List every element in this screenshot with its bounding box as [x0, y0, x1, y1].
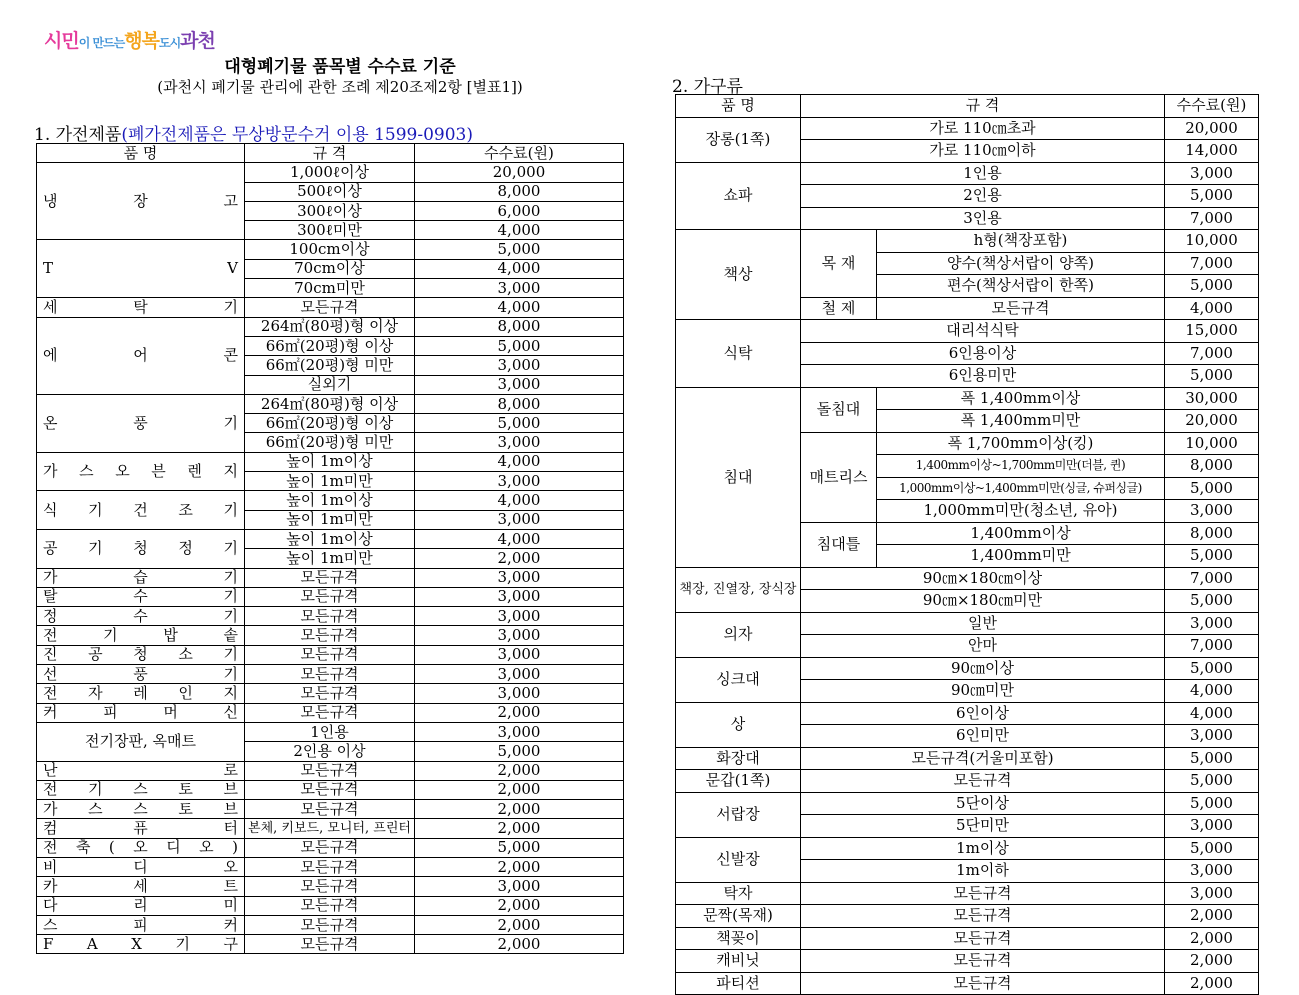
item-fee: 4,000	[1165, 702, 1259, 725]
page-title: 대형폐기물 품목별 수수료 기준	[224, 57, 456, 77]
item-fee: 20,000	[1165, 410, 1259, 433]
item-spec: 일반	[801, 612, 1165, 635]
item-fee: 3,000	[415, 607, 624, 626]
item-fee: 3,000	[1165, 162, 1259, 185]
table-row	[676, 905, 1259, 928]
item-name: 비 디 오	[37, 857, 245, 876]
item-subcategory: 돌침대	[801, 387, 877, 432]
item-name: 식 기 건 조 기	[37, 491, 245, 530]
item-name: 탈 수 기	[37, 587, 245, 606]
table-row	[37, 761, 624, 780]
item-fee: 4,000	[415, 529, 624, 548]
item-spec: 모든규격	[245, 838, 415, 857]
item-fee: 4,000	[415, 452, 624, 471]
item-spec: 300ℓ이상	[245, 201, 415, 220]
item-spec: 폭 1,700mm이상(킹)	[877, 432, 1165, 455]
item-name: 온 풍 기	[37, 394, 245, 452]
item-fee: 5,000	[415, 742, 624, 761]
column-header: 품 명	[37, 144, 245, 163]
item-name: 책장, 진열장, 장식장	[676, 567, 801, 612]
item-fee: 10,000	[1165, 230, 1259, 253]
table-row	[676, 837, 1259, 860]
table-row	[37, 896, 624, 915]
item-spec: 가로 110㎝이하	[801, 140, 1165, 163]
item-fee: 3,000	[415, 684, 624, 703]
item-fee: 8,000	[415, 182, 624, 201]
item-name: 장롱(1쪽)	[676, 117, 801, 162]
item-spec: 모든규격	[245, 915, 415, 934]
item-spec: 모든규격	[245, 780, 415, 799]
item-spec: 모든규격	[245, 684, 415, 703]
item-spec: 모든규격	[245, 607, 415, 626]
item-spec: 1인용	[245, 722, 415, 741]
item-fee: 3,000	[1165, 500, 1259, 523]
item-fee: 2,000	[415, 703, 624, 722]
table-row	[676, 162, 1259, 185]
table-row	[37, 144, 624, 163]
item-spec: 90㎝미만	[801, 680, 1165, 703]
item-fee: 4,000	[1165, 297, 1259, 320]
item-spec: 모든규격	[801, 950, 1165, 973]
item-spec: 1,000mm이상~1,400mm미만(싱글, 슈퍼싱글)	[877, 477, 1165, 500]
column-header: 규 격	[245, 144, 415, 163]
table-row	[37, 298, 624, 317]
item-name: 가 스 오 븐 렌 지	[37, 452, 245, 491]
item-spec: 모든규격	[801, 882, 1165, 905]
column-header: 수수료(원)	[415, 144, 624, 163]
item-name: 세 탁 기	[37, 298, 245, 317]
item-fee: 2,000	[415, 915, 624, 934]
item-spec: 모든규격	[877, 297, 1165, 320]
logo-text: 도시	[158, 36, 181, 50]
item-fee: 5,000	[415, 414, 624, 433]
item-fee: 4,000	[1165, 680, 1259, 703]
item-fee: 2,000	[1165, 905, 1259, 928]
item-fee: 2,000	[415, 800, 624, 819]
item-fee: 3,000	[415, 587, 624, 606]
item-spec: 5단미만	[801, 815, 1165, 838]
item-name: 다 리 미	[37, 896, 245, 915]
item-spec: 70cm미만	[245, 279, 415, 298]
logo-text: 행복	[124, 30, 159, 52]
item-name: 컴 퓨 터	[37, 819, 245, 838]
item-name: 에 어 콘	[37, 317, 245, 394]
item-name: T V	[37, 240, 245, 298]
item-fee: 6,000	[415, 201, 624, 220]
item-fee: 3,000	[415, 665, 624, 684]
item-spec: 본체, 키보드, 모니터, 프린터	[245, 819, 415, 838]
city-logo	[44, 26, 215, 53]
table-row	[37, 665, 624, 684]
item-fee: 8,000	[415, 394, 624, 413]
item-name: 싱크대	[676, 657, 801, 702]
item-name: F A X 기 구	[37, 935, 245, 954]
item-name: 냉 장 고	[37, 163, 245, 240]
item-name: 신발장	[676, 837, 801, 882]
item-fee: 5,000	[1165, 837, 1259, 860]
item-spec: 모든규격	[801, 770, 1165, 793]
item-fee: 3,000	[415, 722, 624, 741]
item-fee: 5,000	[415, 336, 624, 355]
table-row	[37, 452, 624, 471]
item-fee: 7,000	[1165, 635, 1259, 658]
item-fee: 5,000	[1165, 590, 1259, 613]
item-fee: 5,000	[415, 240, 624, 259]
item-spec: 모든규격	[245, 703, 415, 722]
table-row	[37, 877, 624, 896]
table-row	[37, 935, 624, 954]
item-name: 식탁	[676, 320, 801, 388]
item-fee: 8,000	[415, 317, 624, 336]
item-fee: 5,000	[1165, 185, 1259, 208]
item-name: 전 기 밥 솥	[37, 626, 245, 645]
item-fee: 3,000	[415, 472, 624, 491]
table-row	[37, 780, 624, 799]
item-spec: 90㎝×180㎝미만	[801, 590, 1165, 613]
item-fee: 7,000	[1165, 567, 1259, 590]
item-spec: 높이 1m이상	[245, 491, 415, 510]
item-name: 화장대	[676, 747, 801, 770]
item-fee: 3,000	[1165, 815, 1259, 838]
item-spec: 6인이상	[801, 702, 1165, 725]
item-fee: 3,000	[1165, 860, 1259, 883]
item-fee: 3,000	[415, 356, 624, 375]
item-name: 전 자 레 인 지	[37, 684, 245, 703]
item-name: 서랍장	[676, 792, 801, 837]
table-row	[676, 770, 1259, 793]
item-fee: 2,000	[415, 896, 624, 915]
item-fee: 4,000	[415, 298, 624, 317]
item-spec: 90㎝×180㎝이상	[801, 567, 1165, 590]
item-spec: 모든규격	[245, 298, 415, 317]
item-fee: 5,000	[415, 838, 624, 857]
item-fee: 5,000	[1165, 365, 1259, 388]
item-name: 책꽂이	[676, 927, 801, 950]
item-fee: 2,000	[1165, 950, 1259, 973]
logo-text: 이 만드는	[78, 36, 125, 50]
item-subcategory: 철 제	[801, 297, 877, 320]
item-fee: 2,000	[1165, 927, 1259, 950]
item-fee: 5,000	[1165, 792, 1259, 815]
item-spec: 모든규격	[801, 927, 1165, 950]
item-spec: 모든규격	[801, 905, 1165, 928]
item-fee: 4,000	[415, 259, 624, 278]
item-spec: 모든규격	[245, 587, 415, 606]
item-fee: 14,000	[1165, 140, 1259, 163]
item-fee: 5,000	[1165, 275, 1259, 298]
table-row	[37, 529, 624, 548]
item-spec: 1m이하	[801, 860, 1165, 883]
item-name: 난 로	[37, 761, 245, 780]
item-spec: 2인용	[801, 185, 1165, 208]
item-spec: 66㎡(20평)형 이상	[245, 336, 415, 355]
item-name: 카 세 트	[37, 877, 245, 896]
table-row	[676, 320, 1259, 343]
item-fee: 3,000	[1165, 612, 1259, 635]
item-fee: 3,000	[415, 626, 624, 645]
table-row	[676, 230, 1259, 253]
column-header: 수수료(원)	[1165, 95, 1259, 118]
item-fee: 20,000	[1165, 117, 1259, 140]
item-fee: 2,000	[415, 935, 624, 954]
table-row	[37, 240, 624, 259]
item-fee: 10,000	[1165, 432, 1259, 455]
section1-title: 1. 가전제품	[34, 125, 122, 145]
item-name: 가 습 기	[37, 568, 245, 587]
item-name: 전 기 스 토 브	[37, 780, 245, 799]
item-spec: 모든규격	[245, 935, 415, 954]
item-spec: 모든규격	[245, 800, 415, 819]
table-row	[676, 567, 1259, 590]
item-spec: 90㎝이상	[801, 657, 1165, 680]
item-fee: 8,000	[1165, 455, 1259, 478]
item-spec: 66㎡(20평)형 미만	[245, 433, 415, 452]
item-fee: 5,000	[1165, 747, 1259, 770]
item-spec: 모든규격	[245, 645, 415, 664]
column-header: 품 명	[676, 95, 801, 118]
item-name: 가 스 스 토 브	[37, 800, 245, 819]
item-fee: 7,000	[1165, 342, 1259, 365]
item-spec: 폭 1,400mm이상	[877, 387, 1165, 410]
item-name: 상	[676, 702, 801, 747]
item-spec: 500ℓ이상	[245, 182, 415, 201]
item-name: 전기장판, 옥매트	[37, 722, 245, 761]
item-spec: 6인용미만	[801, 365, 1165, 388]
item-spec: 모든규격	[245, 761, 415, 780]
item-spec: 3인용	[801, 207, 1165, 230]
item-fee: 3,000	[415, 433, 624, 452]
item-spec: 양수(책상서랍이 양쪽)	[877, 252, 1165, 275]
item-spec: 1,400mm미만	[877, 545, 1165, 568]
item-spec: 높이 1m미만	[245, 472, 415, 491]
item-spec: 모든규격	[245, 568, 415, 587]
item-name: 정 수 기	[37, 607, 245, 626]
table-row	[37, 491, 624, 510]
furniture-fee-table	[675, 94, 1259, 995]
item-spec: 70cm이상	[245, 259, 415, 278]
item-name: 전 축 ( 오 디 오 )	[37, 838, 245, 857]
item-spec: 300ℓ미만	[245, 221, 415, 240]
item-name: 선 풍 기	[37, 665, 245, 684]
item-subcategory: 목 재	[801, 230, 877, 298]
item-name: 스 피 커	[37, 915, 245, 934]
item-fee: 2,000	[415, 819, 624, 838]
item-name: 진 공 청 소 기	[37, 645, 245, 664]
section1-note: (폐가전제품은 무상방문수거 이용 1599-0903)	[121, 125, 473, 145]
table-row	[37, 645, 624, 664]
table-row	[676, 702, 1259, 725]
item-spec: 실외기	[245, 375, 415, 394]
item-spec: 66㎡(20평)형 미만	[245, 356, 415, 375]
item-spec: 100cm이상	[245, 240, 415, 259]
item-spec: 높이 1m이상	[245, 529, 415, 548]
item-spec: 2인용 이상	[245, 742, 415, 761]
item-spec: 폭 1,400mm미만	[877, 410, 1165, 433]
item-spec: 모든규격	[245, 857, 415, 876]
item-spec: 66㎡(20평)형 이상	[245, 414, 415, 433]
item-name: 책상	[676, 230, 801, 320]
item-spec: 1m이상	[801, 837, 1165, 860]
item-spec: 1,000mm미만(청소년, 유아)	[877, 500, 1165, 523]
item-fee: 4,000	[415, 221, 624, 240]
table-row	[676, 117, 1259, 140]
item-spec: 높이 1m미만	[245, 510, 415, 529]
item-fee: 15,000	[1165, 320, 1259, 343]
item-spec: 1인용	[801, 162, 1165, 185]
item-name: 캐비닛	[676, 950, 801, 973]
table-row	[37, 684, 624, 703]
item-spec: 모든규격	[245, 877, 415, 896]
table-row	[676, 657, 1259, 680]
table-row	[37, 819, 624, 838]
table-row	[37, 915, 624, 934]
item-name: 문갑(1쪽)	[676, 770, 801, 793]
item-fee: 4,000	[415, 491, 624, 510]
table-row	[37, 607, 624, 626]
item-fee: 3,000	[415, 877, 624, 896]
item-name: 커 피 머 신	[37, 703, 245, 722]
item-name: 공 기 청 정 기	[37, 529, 245, 568]
item-spec: 가로 110㎝초과	[801, 117, 1165, 140]
item-fee: 2,000	[1165, 972, 1259, 995]
item-spec: h형(책장포함)	[877, 230, 1165, 253]
table-row	[676, 972, 1259, 995]
item-fee: 3,000	[415, 279, 624, 298]
item-fee: 3,000	[415, 568, 624, 587]
item-subcategory: 침대틀	[801, 522, 877, 567]
appliance-fee-table	[36, 143, 624, 954]
logo-text: 시민	[44, 30, 79, 52]
item-spec: 264㎡(80평)형 이상	[245, 317, 415, 336]
table-row	[676, 612, 1259, 635]
table-row	[37, 587, 624, 606]
table-row	[37, 722, 624, 741]
table-row	[37, 838, 624, 857]
item-name: 파티션	[676, 972, 801, 995]
item-fee: 5,000	[1165, 477, 1259, 500]
item-spec: 264㎡(80평)형 이상	[245, 394, 415, 413]
item-spec: 안마	[801, 635, 1165, 658]
table-row	[676, 950, 1259, 973]
item-spec: 편수(책상서랍이 한쪽)	[877, 275, 1165, 298]
item-name: 쇼파	[676, 162, 801, 230]
table-row	[37, 317, 624, 336]
table-row	[676, 927, 1259, 950]
item-name: 의자	[676, 612, 801, 657]
logo-text: 과천	[180, 30, 215, 52]
table-row	[37, 163, 624, 182]
item-fee: 3,000	[1165, 725, 1259, 748]
column-header: 규 격	[801, 95, 1165, 118]
section2-heading: 2. 가구류	[672, 77, 743, 97]
item-fee: 3,000	[415, 510, 624, 529]
table-row	[37, 568, 624, 587]
item-name: 침대	[676, 387, 801, 567]
item-fee: 7,000	[1165, 252, 1259, 275]
table-row	[37, 800, 624, 819]
item-fee: 3,000	[415, 645, 624, 664]
table-row	[676, 387, 1259, 410]
item-spec: 5단이상	[801, 792, 1165, 815]
item-fee: 5,000	[1165, 770, 1259, 793]
item-fee: 3,000	[1165, 882, 1259, 905]
item-spec: 대리석식탁	[801, 320, 1165, 343]
item-spec: 모든규격	[245, 626, 415, 645]
item-spec: 6인미만	[801, 725, 1165, 748]
table-row	[676, 95, 1259, 118]
item-name: 탁자	[676, 882, 801, 905]
item-spec: 모든규격	[245, 896, 415, 915]
item-spec: 6인용이상	[801, 342, 1165, 365]
item-spec: 모든규격	[245, 665, 415, 684]
item-fee: 2,000	[415, 761, 624, 780]
table-row	[37, 394, 624, 413]
table-row	[676, 792, 1259, 815]
item-fee: 3,000	[415, 375, 624, 394]
item-spec: 1,400mm이상~1,700mm미만(더블, 퀸)	[877, 455, 1165, 478]
item-spec: 모든규격(거울미포함)	[801, 747, 1165, 770]
item-fee: 8,000	[1165, 522, 1259, 545]
item-spec: 1,000ℓ이상	[245, 163, 415, 182]
item-fee: 2,000	[415, 780, 624, 799]
item-fee: 7,000	[1165, 207, 1259, 230]
table-row	[37, 626, 624, 645]
section1-heading	[34, 120, 473, 145]
item-name: 문짝(목재)	[676, 905, 801, 928]
table-row	[676, 882, 1259, 905]
item-fee: 20,000	[415, 163, 624, 182]
item-fee: 5,000	[1165, 657, 1259, 680]
item-fee: 30,000	[1165, 387, 1259, 410]
item-subcategory: 매트리스	[801, 432, 877, 522]
page-subtitle: (과천시 폐기물 관리에 관한 조례 제20조제2항 [별표1])	[157, 78, 523, 96]
item-spec: 1,400mm이상	[877, 522, 1165, 545]
item-spec: 높이 1m이상	[245, 452, 415, 471]
table-row	[676, 747, 1259, 770]
item-fee: 2,000	[415, 549, 624, 568]
table-row	[37, 857, 624, 876]
item-fee: 5,000	[1165, 545, 1259, 568]
item-fee: 2,000	[415, 857, 624, 876]
item-spec: 모든규격	[801, 972, 1165, 995]
table-row	[37, 703, 624, 722]
item-spec: 높이 1m미만	[245, 549, 415, 568]
